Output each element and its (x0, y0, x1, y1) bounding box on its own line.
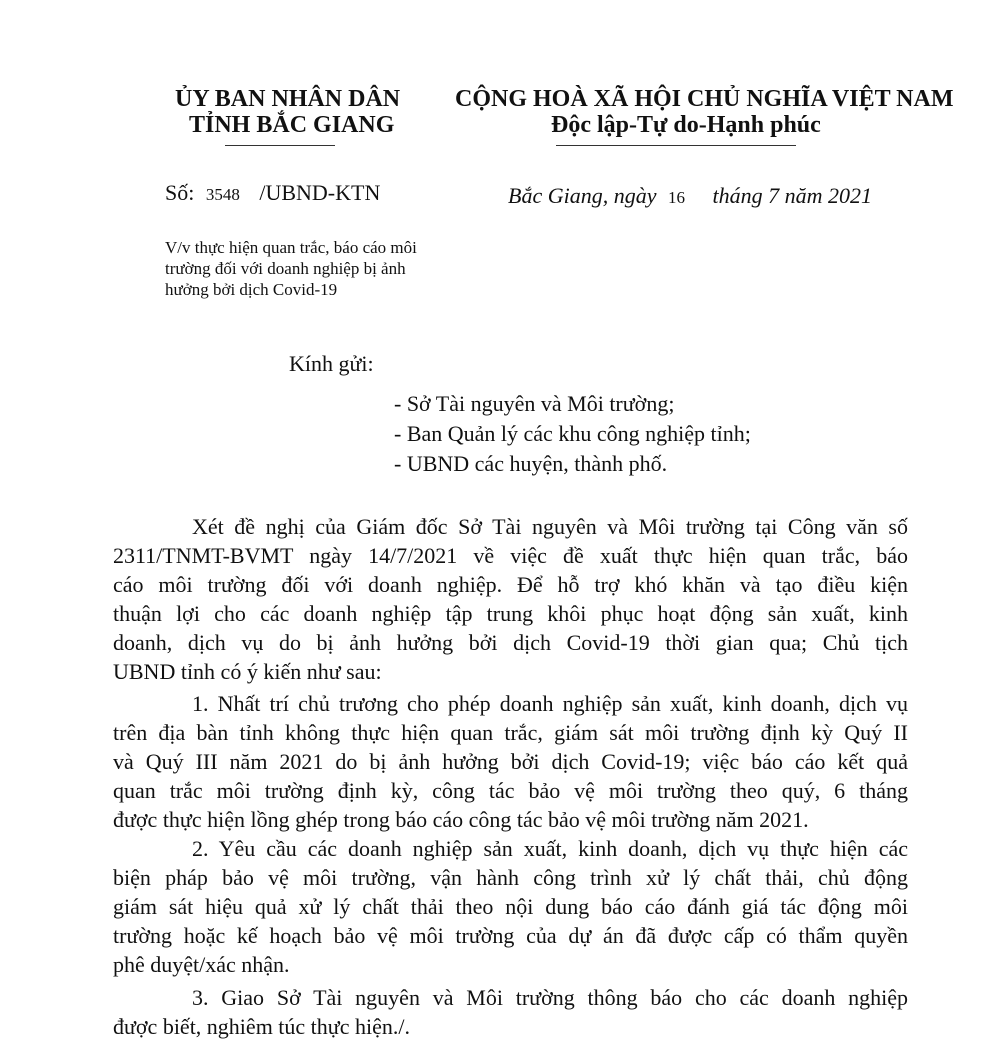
issuer-underline (225, 145, 335, 146)
number-label: Số: (165, 180, 195, 205)
national-title: CỘNG HOÀ XÃ HỘI CHỦ NGHĨA VIỆT NAM (455, 86, 954, 112)
motto-underline (556, 145, 796, 146)
number-value: 3548 (205, 185, 240, 204)
place-date-prefix: Bắc Giang, ngày (508, 183, 657, 208)
body-line: cáo môi trường đối với doanh nghiệp. Để hỗ trợ khó khăn và tạo điều kiện (113, 572, 908, 597)
subject-line3: hưởng bởi dịch Covid-19 (165, 280, 338, 299)
body-line: thuận lợi cho các doanh nghiệp tập trung khôi phục hoạt động sản xuất, kinh (113, 601, 908, 626)
body-line: giám sát hiệu quả xử lý chất thải theo nội dung báo cáo đánh giá tác động môi (113, 894, 908, 919)
body-line: UBND tỉnh có ý kiến như sau: (113, 659, 382, 684)
body-line: 2311/TNMT-BVMT ngày 14/7/2021 về việc đề xuất thực hiện quan trắc, báo (113, 543, 908, 568)
body-intro-paragraph (113, 512, 908, 686)
body-line: trên địa bàn tỉnh không thực hiện quan trắc, giám sát môi trường định kỳ Quý II (113, 720, 908, 745)
number-code: /UBND-KTN (259, 180, 381, 205)
body-line: 2. Yêu cầu các doanh nghiệp sản xuất, kinh doanh, dịch vụ thực hiện các (192, 836, 908, 861)
place-date (508, 183, 872, 209)
issuer-name-line1: ỦY BAN NHÂN DÂN (175, 86, 401, 112)
body-line: và Quý III năm 2021 do bị ảnh hưởng bởi dịch Covid-19; việc báo cáo kết quả (113, 749, 908, 774)
national-motto: Độc lập-Tự do-Hạnh phúc (551, 112, 821, 138)
body-line: được biết, nghiêm túc thực hiện./. (113, 1014, 410, 1039)
body-item-3 (113, 983, 908, 1041)
body-line: biện pháp bảo vệ môi trường, vận hành công trình xử lý chất thải, chủ động (113, 865, 908, 890)
body-line: quan trắc môi trường định kỳ, công tác bảo vệ môi trường theo quý, 6 tháng (113, 778, 908, 803)
recipients-label: Kính gửi: (289, 351, 374, 376)
body-line: doanh, dịch vụ do bị ảnh hưởng bởi dịch Covid-19 thời gian qua; Chủ tịch (113, 630, 908, 655)
body-line: phê duyệt/xác nhận. (113, 952, 290, 977)
date-month-year: tháng 7 năm 2021 (712, 183, 872, 208)
document-number (165, 180, 380, 206)
recipient-item: - Ban Quản lý các khu công nghiệp tỉnh; (394, 421, 751, 446)
body-line: trường hoặc kế hoạch bảo vệ môi trường của dự án đã được cấp có thẩm quyền (113, 923, 908, 948)
date-day: 16 (667, 188, 685, 207)
body-item-2 (113, 834, 908, 979)
body-line: Xét đề nghị của Giám đốc Sở Tài nguyên và Môi trường tại Công văn số (192, 514, 908, 539)
body-item-1 (113, 689, 908, 834)
body-line: 3. Giao Sở Tài nguyên và Môi trường thông báo cho các doanh nghiệp (192, 985, 908, 1010)
recipient-item: - UBND các huyện, thành phố. (394, 451, 668, 476)
body-line: 1. Nhất trí chủ trương cho phép doanh nghiệp sản xuất, kinh doanh, dịch vụ (192, 691, 908, 716)
subject-line2: trường đối với doanh nghiệp bị ảnh (165, 259, 406, 278)
subject-line1: V/v thực hiện quan trắc, báo cáo môi (165, 238, 417, 257)
recipient-item: - Sở Tài nguyên và Môi trường; (394, 391, 675, 416)
issuer-name-line2: TỈNH BẮC GIANG (189, 112, 395, 138)
body-line: được thực hiện lồng ghép trong báo cáo công tác bảo vệ môi trường năm 2021. (113, 807, 809, 832)
